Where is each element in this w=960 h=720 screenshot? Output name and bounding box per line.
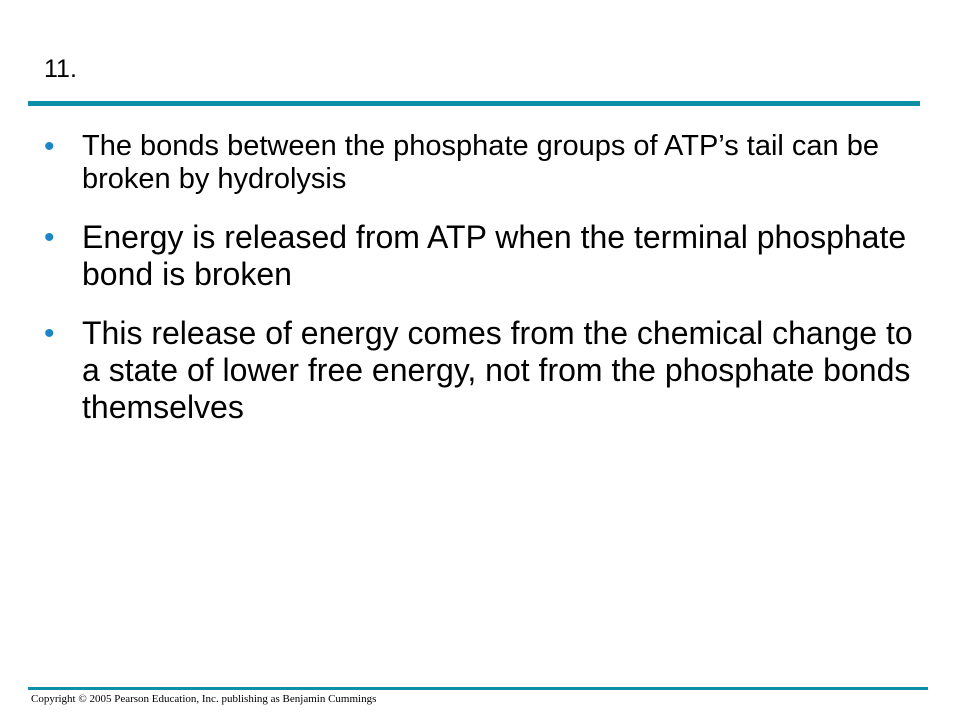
bullet-text: This release of energy comes from the chemical change to a state of lower free energy, not from the phosphate bonds themselves (82, 315, 913, 425)
bullet-text: The bonds between the phosphate groups of ATP’s tail can be broken by hydrolysis (82, 130, 879, 195)
bullet-marker: • (44, 317, 55, 350)
bullet-text: Energy is released from ATP when the terminal phosphate bond is broken (82, 219, 907, 292)
bullet-item (44, 219, 934, 293)
copyright-notice: Copyright © 2005 Pearson Education, Inc. publishing as Benjamin Cummings (31, 693, 377, 705)
bullet-item (44, 130, 934, 196)
top-divider (28, 101, 920, 106)
bullet-item (44, 315, 934, 426)
slide-number: 11. (44, 55, 77, 83)
bullet-marker: • (44, 130, 55, 163)
bottom-divider (28, 687, 928, 690)
bullet-marker: • (44, 221, 55, 254)
bullet-list (44, 130, 934, 448)
